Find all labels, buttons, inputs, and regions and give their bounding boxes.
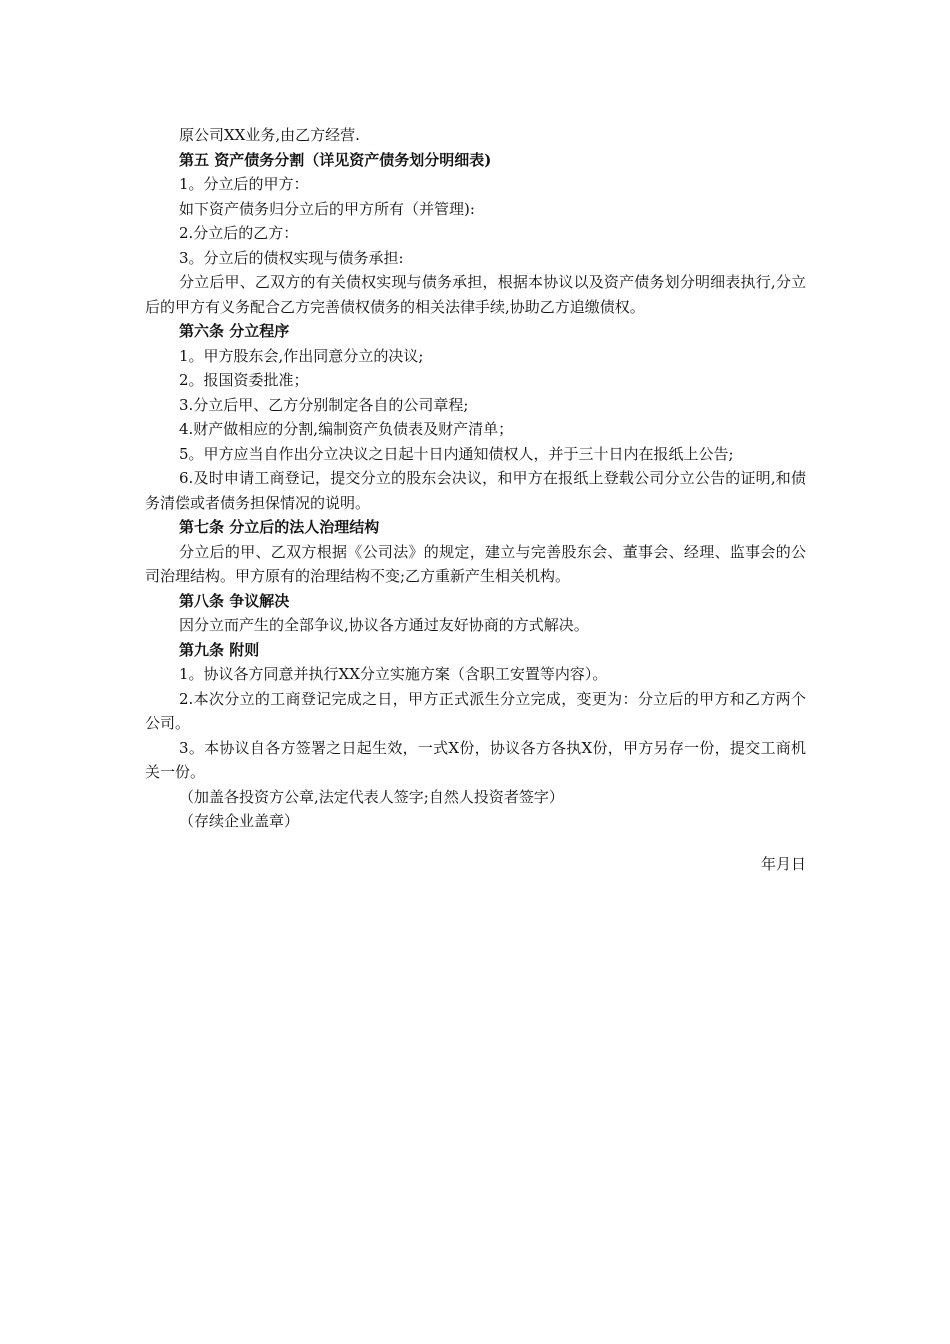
paragraph: 原公司XX业务,由乙方经营. <box>179 126 360 144</box>
paragraph: 分立后的甲、乙双方根据《公司法》的规定，建立与完善股东会、董事会、经理、监事会的公司治理结构。甲方原有的治理结构不变;乙方重新产生相关机构。 <box>145 542 806 585</box>
paragraph: 1。甲方股东会,作出同意分立的决议; <box>179 346 424 365</box>
paragraph: 2。报国资委批准； <box>179 371 309 389</box>
paragraph: 3。本协议自各方签署之日起生效，一式X份，协议各方各执X份，甲方另存一份，提交工商机关一份。 <box>145 738 806 781</box>
seal-note: （存续企业盖章） <box>179 812 300 830</box>
document-body <box>145 123 806 876</box>
paragraph: 因分立而产生的全部争议,协议各方通过友好协商的方式解决。 <box>179 616 589 634</box>
date-line: 年月日 <box>760 854 806 873</box>
paragraph: 3。分立后的债权实现与债务承担: <box>179 248 404 267</box>
paragraph: 1。协议各方同意并执行XX分立实施方案（含职工安置等内容）。 <box>179 665 608 683</box>
section-heading: 第八条 争议解决 <box>179 591 290 610</box>
paragraph: 分立后甲、乙双方的有关债权实现与债务承担，根据本协议以及资产债务划分明细表执行,分立后的甲方有义务配合乙方完善债权债务的相关法律手续,协助乙方追缴债权。 <box>145 273 806 316</box>
section-heading: 第九条 附则 <box>179 640 260 659</box>
paragraph: 5。甲方应当自作出分立决议之日起十日内通知债权人，并于三十日内在报纸上公告; <box>179 444 734 463</box>
paragraph: 4.财产做相应的分割,编制资产负债表及财产清单； <box>179 420 514 438</box>
section-heading: 第六条 分立程序 <box>179 322 290 340</box>
paragraph: 1。分立后的甲方： <box>179 175 309 193</box>
paragraph: 2.本次分立的工商登记完成之日，甲方正式派生分立完成，变更为：分立后的甲方和乙方两个公司。 <box>145 689 806 732</box>
paragraph: 如下资产债务归分立后的甲方所有（并管理): <box>179 199 475 218</box>
signature-note: （加盖各投资方公章,法定代表人签字;自然人投资者签字） <box>179 787 564 806</box>
section-heading: 第七条 分立后的法人治理结构 <box>179 518 380 536</box>
section-heading: 第五 资产债务分割（详见资产债务划分明细表) <box>179 150 492 169</box>
paragraph: 6.及时申请工商登记，提交分立的股东会决议，和甲方在报纸上登载公司分立公告的证明,和债务清偿或者债务担保情况的说明。 <box>145 469 806 512</box>
paragraph: 2.分立后的乙方： <box>179 224 299 242</box>
paragraph: 3.分立后甲、乙方分别制定各自的公司章程; <box>179 395 469 414</box>
